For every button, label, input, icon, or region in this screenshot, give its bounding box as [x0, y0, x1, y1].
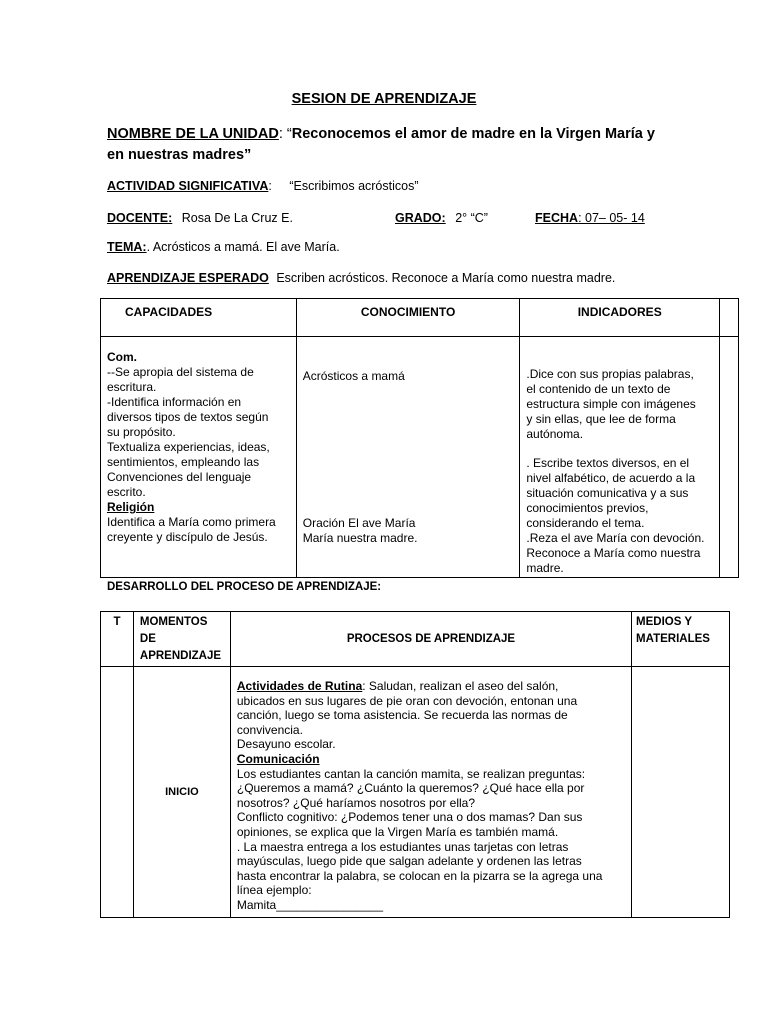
actividad-label: ACTIVIDAD SIGNIFICATIVA [107, 179, 269, 193]
indicadores-block2: . Escribe textos diversos, en el nivel alfabético, de acuerdo a la situación comunicativa y a sus conocimientos previos, considerando el tema. .Reza el ave María con devoción. Reconoce a María como nuestra madre. [526, 456, 705, 575]
tema-label: TEMA: [107, 240, 147, 254]
actividad-line [107, 179, 419, 193]
indicadores-block1: .Dice con sus propias palabras, el contenido de un texto de estructura simple con imágenes y sin ellas, que lee de forma autónoma. [526, 367, 696, 441]
header-procesos: PROCESOS DE APRENDIZAJE [230, 612, 631, 667]
comunicacion-lines: Los estudiantes cantan la canción mamita, se realizan preguntas: ¿Queremos a mamá? ¿Cuánto la queremos? ¿Qué hace ella por nosotros? ¿Qué haríamos nosotros por ella? Conflicto cognitivo: ¿Podemos tener una o dos mamas? Dan sus opiniones, se explica que la Virgen María es también mamá. . La maestra entrega a los estudiantes unas tarjetas con letras mayúsculas, luego pide que salgan adelante y ordenen las letras hasta encontrar la palabra, se colocan en la pizarra se la agrega una línea ejemplo: Mamita________________ [236, 766, 603, 912]
actividad-value: “Escribimos acrósticos” [289, 179, 419, 193]
table1-extra-cell [720, 299, 739, 337]
unidad-value-1: Reconocemos el amor de madre en la Virgen María y [291, 126, 655, 142]
aprendizaje-line [107, 271, 615, 285]
fecha-value: : 07– 05- 14 [578, 211, 645, 225]
procesos-cell [230, 667, 631, 918]
header-t: T [101, 612, 134, 667]
page-title: SESION DE APRENDIZAJE [291, 91, 477, 107]
conocimiento-first: Acrósticos a mamá [302, 369, 405, 383]
table1-header-row [101, 299, 739, 337]
actividad-sep: : [268, 179, 272, 193]
indicadores-cell [520, 337, 720, 578]
table1-extra-cell-2 [720, 337, 739, 578]
table2-body-row [101, 667, 730, 918]
header-capacidades: CAPACIDADES [101, 299, 297, 337]
conocimiento-cell [296, 337, 520, 578]
header-medios: MEDIOS Y MATERIALES [632, 612, 730, 667]
body-t-cell [101, 667, 134, 918]
fecha-line [535, 211, 645, 225]
docente-label: DOCENTE: [107, 211, 173, 225]
capacidades-religion-label: Religión [107, 500, 155, 514]
header-indicadores: INDICADORES [520, 299, 720, 337]
table1-body-row [101, 337, 739, 578]
unidad-open-quote: : “ [278, 126, 292, 142]
header-momentos: MOMENTOS DE APRENDIZAJE [133, 612, 230, 667]
conocimiento-second: Oración El ave María María nuestra madre. [302, 516, 418, 545]
desarrollo-table [100, 611, 730, 918]
aprendizaje-value: Escriben acrósticos. Reconoce a María como nuestra madre. [276, 271, 616, 285]
rutina-lines: ubicados en sus lugares de pie oran con devoción, entonan una canción, luego se toma asistencia. Se recuerda las normas de convivencia. Desayuno escolar. [236, 693, 578, 752]
comunicacion-label: Comunicación [236, 751, 320, 766]
grado-value: 2° “C” [455, 211, 488, 225]
grado-label: GRADO: [395, 211, 446, 225]
aprendizaje-label: APRENDIZAJE ESPERADO [107, 271, 269, 285]
unidad-line [107, 124, 667, 166]
unidad-label: NOMBRE DE LA UNIDAD [107, 126, 279, 142]
capacidades-cell [101, 337, 297, 578]
docente-value: Rosa De La Cruz E. [181, 211, 293, 225]
medios-cell [632, 667, 730, 918]
docente-line [107, 211, 293, 225]
capacidades-com-label: Com. [107, 350, 137, 364]
capacidades-com-lines: --Se apropia del sistema de escritura. -Identifica información en diversos tipos de textos según su propósito. Textualiza experiencias, ideas, sentimientos, empleando las Convenciones del lenguaje escrito. [107, 365, 270, 499]
table2-header-row [101, 612, 730, 667]
tema-line [107, 240, 340, 254]
fecha-label: FECHA [535, 211, 579, 225]
unidad-value-2: en nuestras madres” [107, 147, 252, 163]
capacidades-religion-lines: Identifica a María como primera creyente y discípulo de Jesús. [107, 515, 276, 544]
tema-value: . Acrósticos a mamá. El ave María. [146, 240, 340, 254]
capacidades-table [100, 298, 739, 578]
header-conocimiento: CONOCIMIENTO [296, 299, 520, 337]
desarrollo-heading: DESARROLLO DEL PROCESO DE APRENDIZAJE: [107, 581, 382, 593]
moment-inicio: INICIO [133, 667, 230, 918]
grado-line [395, 211, 488, 225]
rutina-label: Actividades de Rutina [236, 679, 363, 693]
rutina-first-line: Actividades de Rutina: Saludan, realizan el aseo del salón, [236, 679, 559, 693]
